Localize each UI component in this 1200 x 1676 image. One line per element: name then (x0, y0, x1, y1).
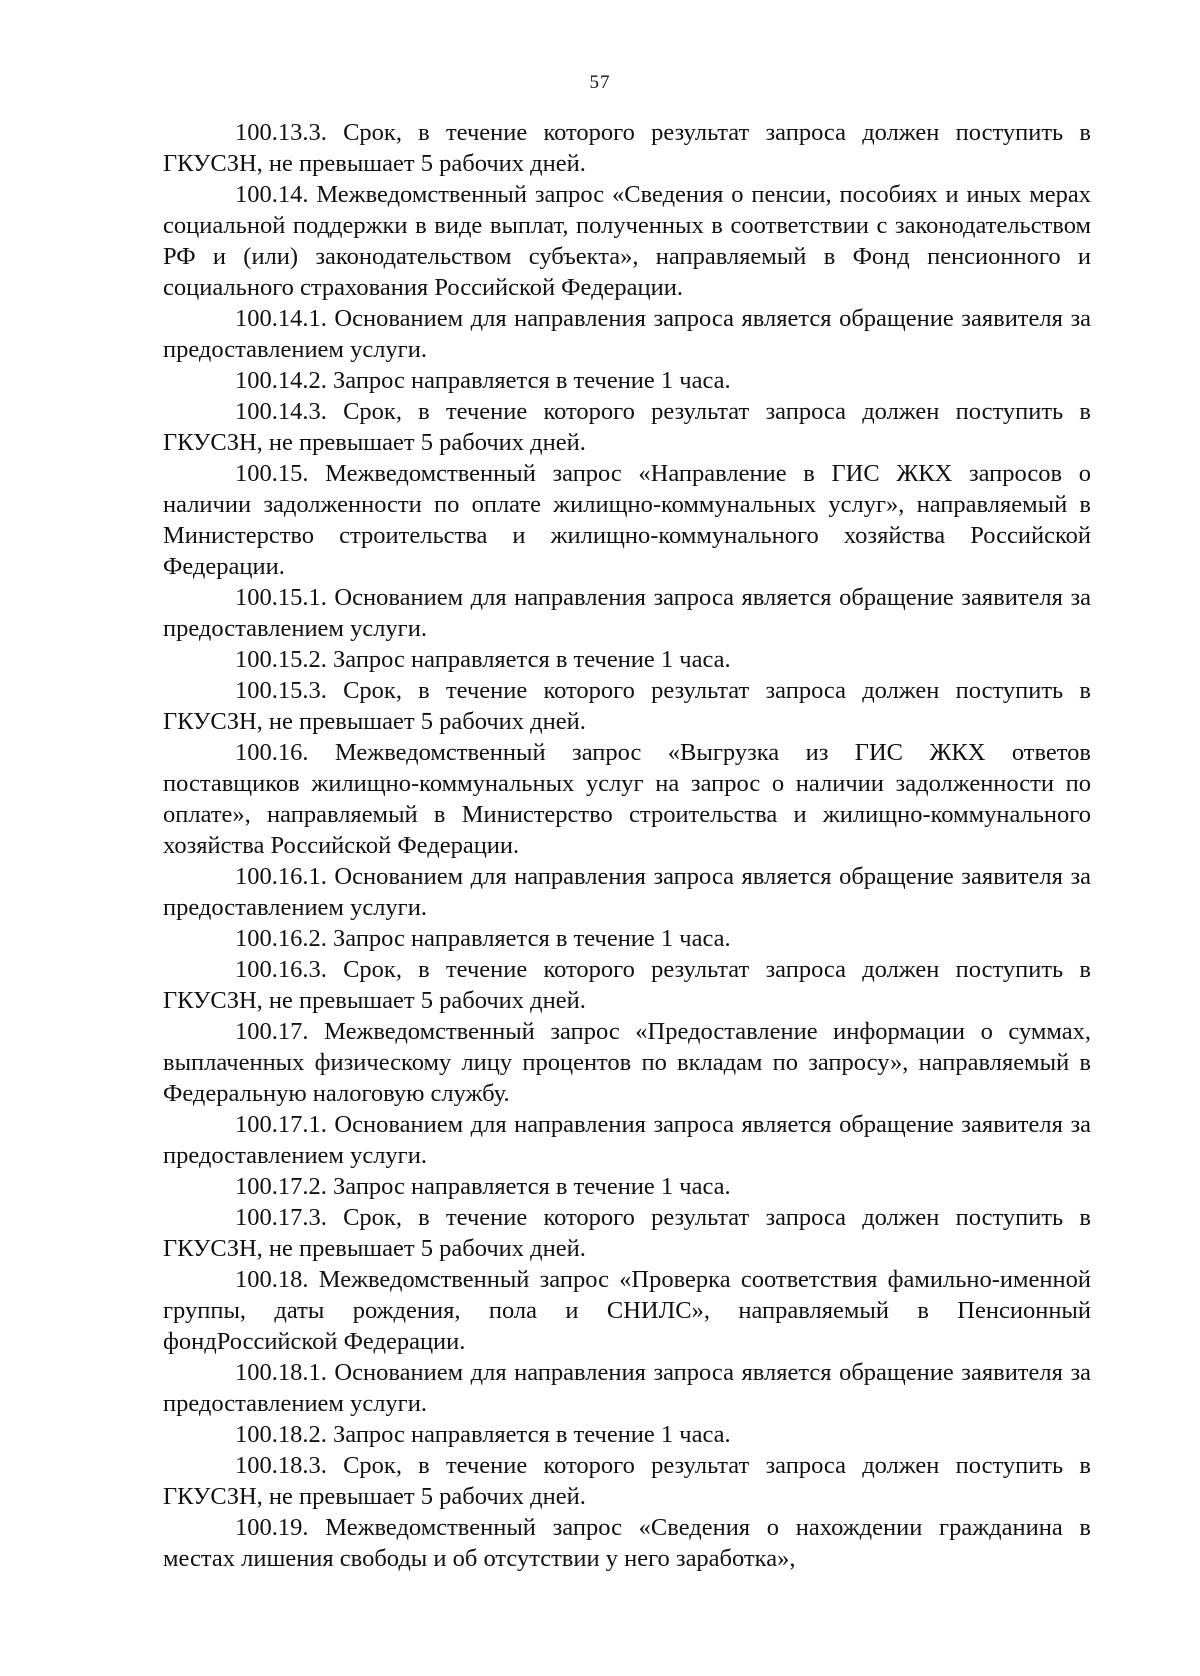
paragraph: 100.14.2. Запрос направляется в течение 1 часа. (235, 367, 731, 394)
paragraph: 100.16.1. Основанием для направления запроса является обращение заявителя за предоставлением услуги. (163, 863, 1091, 921)
page-number: 57 (589, 72, 611, 93)
paragraph: 100.15.2. Запрос направляется в течение 1 часа. (235, 646, 731, 673)
paragraph: 100.15.3. Срок, в течение которого результат запроса должен поступить в ГКУСЗН, не превышает 5 рабочих дней. (163, 677, 1091, 735)
paragraph: 100.16.3. Срок, в течение которого результат запроса должен поступить в ГКУСЗН, не превышает 5 рабочих дней. (163, 956, 1091, 1014)
paragraph: 100.17.2. Запрос направляется в течение 1 часа. (235, 1173, 731, 1200)
paragraph: 100.18.1. Основанием для направления запроса является обращение заявителя за предоставлением услуги. (163, 1359, 1091, 1417)
document-body (163, 117, 1091, 1574)
paragraph: 100.16. Межведомственный запрос «Выгрузка из ГИС ЖКХ ответов поставщиков жилищно-коммунальных услуг на запрос о наличии задолженности по оплате», направляемый в Министерство строительства и жилищно-коммунального хозяйства Российской Федерации. (163, 739, 1091, 859)
paragraph: 100.18. Межведомственный запрос «Проверка соответствия фамильно-именной группы, даты рождения, пола и СНИЛС», направляемый в Пенсионный фондРоссийской Федерации. (163, 1266, 1091, 1355)
paragraph: 100.14. Межведомственный запрос «Сведения о пенсии, пособиях и иных мерах социальной поддержки в виде выплат, полученных в соответствии с законодательством РФ и (или) законодательством субъекта», направляемый в Фонд пенсионного и социального страхования Российской Федерации. (163, 181, 1091, 301)
paragraph: 100.15. Межведомственный запрос «Направление в ГИС ЖКХ запросов о наличии задолженности по оплате жилищно-коммунальных услуг», направляемый в Министерство строительства и жилищно-коммунального хозяйства Российской Федерации. (163, 460, 1091, 580)
paragraph: 100.14.3. Срок, в течение которого результат запроса должен поступить в ГКУСЗН, не превышает 5 рабочих дней. (163, 398, 1091, 456)
paragraph: 100.18.3. Срок, в течение которого результат запроса должен поступить в ГКУСЗН, не превышает 5 рабочих дней. (163, 1452, 1091, 1510)
paragraph: 100.17. Межведомственный запрос «Предоставление информации о суммах, выплаченных физическому лицу процентов по вкладам по запросу», направляемый в Федеральную налоговую службу. (163, 1018, 1091, 1107)
paragraph: 100.15.1. Основанием для направления запроса является обращение заявителя за предоставлением услуги. (163, 584, 1091, 642)
paragraph: 100.19. Межведомственный запрос «Сведения о нахождении гражданина в местах лишения свободы и об отсутствии у него заработка», (163, 1514, 1091, 1572)
paragraph: 100.17.1. Основанием для направления запроса является обращение заявителя за предоставлением услуги. (163, 1111, 1091, 1169)
paragraph: 100.14.1. Основанием для направления запроса является обращение заявителя за предоставлением услуги. (163, 305, 1091, 363)
paragraph: 100.17.3. Срок, в течение которого результат запроса должен поступить в ГКУСЗН, не превышает 5 рабочих дней. (163, 1204, 1091, 1262)
paragraph: 100.16.2. Запрос направляется в течение 1 часа. (235, 925, 731, 952)
paragraph: 100.18.2. Запрос направляется в течение 1 часа. (235, 1421, 731, 1448)
paragraph: 100.13.3. Срок, в течение которого результат запроса должен поступить в ГКУСЗН, не превышает 5 рабочих дней. (163, 119, 1091, 177)
